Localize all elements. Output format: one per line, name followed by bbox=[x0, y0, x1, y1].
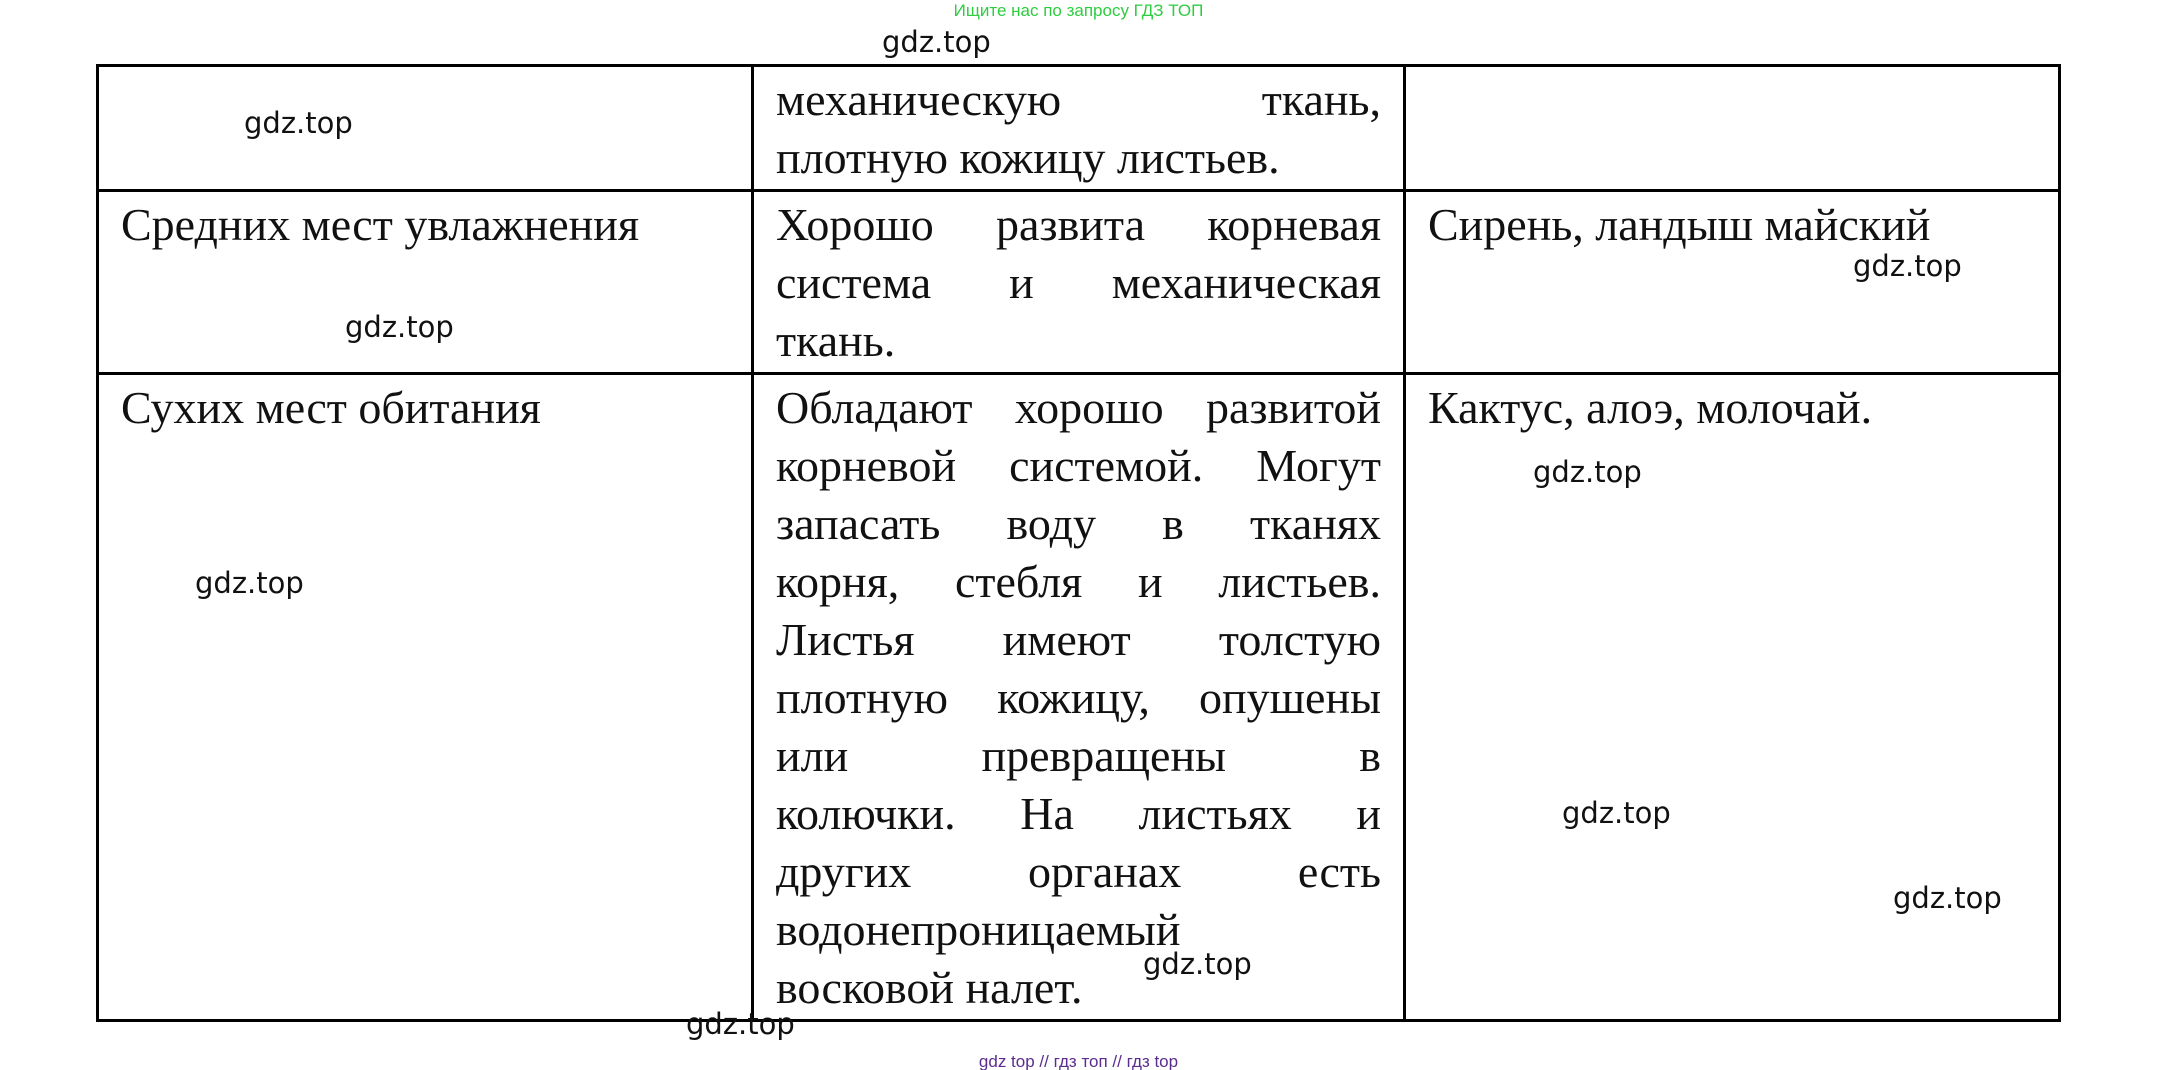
watermark-text: gdz.top bbox=[1853, 249, 1962, 283]
footer-links: gdz top // гдз топ // гдз top bbox=[978, 1052, 1179, 1070]
watermark-text: gdz.top bbox=[1893, 881, 2002, 915]
features-cell bbox=[753, 374, 1405, 1021]
features-line: или превращены в bbox=[776, 730, 1381, 781]
watermark-text: gdz.top bbox=[882, 25, 991, 59]
features-line: механическую ткань, bbox=[776, 74, 1381, 125]
features-line: плотную кожицу, опушены bbox=[776, 672, 1381, 723]
plant-adaptation-table bbox=[96, 64, 2061, 1022]
habitat-cell bbox=[98, 66, 753, 191]
search-hint-banner: Ищите нас по запросу ГДЗ ТОП bbox=[953, 1, 1204, 20]
examples-cell bbox=[1405, 66, 2060, 191]
table-row bbox=[98, 66, 2060, 191]
watermark-text: gdz.top bbox=[195, 566, 304, 600]
examples-cell: Сирень, ландыш майский bbox=[1405, 191, 2060, 374]
watermark-text: gdz.top bbox=[1533, 455, 1642, 489]
features-cell bbox=[753, 191, 1405, 374]
features-line: восковой налет. bbox=[776, 962, 1083, 1013]
watermark-text: gdz.top bbox=[1143, 947, 1252, 981]
features-line: Обладают хорошо развитой bbox=[776, 382, 1381, 433]
watermark-text: gdz.top bbox=[345, 310, 454, 344]
habitat-cell: Сухих мест обитания bbox=[98, 374, 753, 1021]
table-row bbox=[98, 191, 2060, 374]
features-line: Листья имеют толстую bbox=[776, 614, 1381, 665]
features-line: других органах есть bbox=[776, 846, 1381, 897]
features-line: Хорошо развита корневая bbox=[776, 199, 1381, 250]
features-line: ткань. bbox=[776, 315, 896, 366]
examples-cell: Кактус, алоэ, молочай. bbox=[1405, 374, 2060, 1021]
features-line: система и механическая bbox=[776, 257, 1381, 308]
habitat-cell: Средних мест увлажнения bbox=[98, 191, 753, 374]
features-line: водонепроницаемый bbox=[776, 904, 1181, 955]
watermark-text: gdz.top bbox=[1562, 796, 1671, 830]
watermark-text: gdz.top bbox=[244, 106, 353, 140]
features-line: колючки. На листьях и bbox=[776, 788, 1381, 839]
features-cell bbox=[753, 66, 1405, 191]
features-line: корня, стебля и листьев. bbox=[776, 556, 1381, 607]
watermark-text: gdz.top bbox=[686, 1007, 795, 1041]
table-row bbox=[98, 374, 2060, 1021]
features-line: запасать воду в тканях bbox=[776, 498, 1381, 549]
features-line: плотную кожицу листьев. bbox=[776, 132, 1280, 183]
features-line: корневой системой. Могут bbox=[776, 440, 1381, 491]
